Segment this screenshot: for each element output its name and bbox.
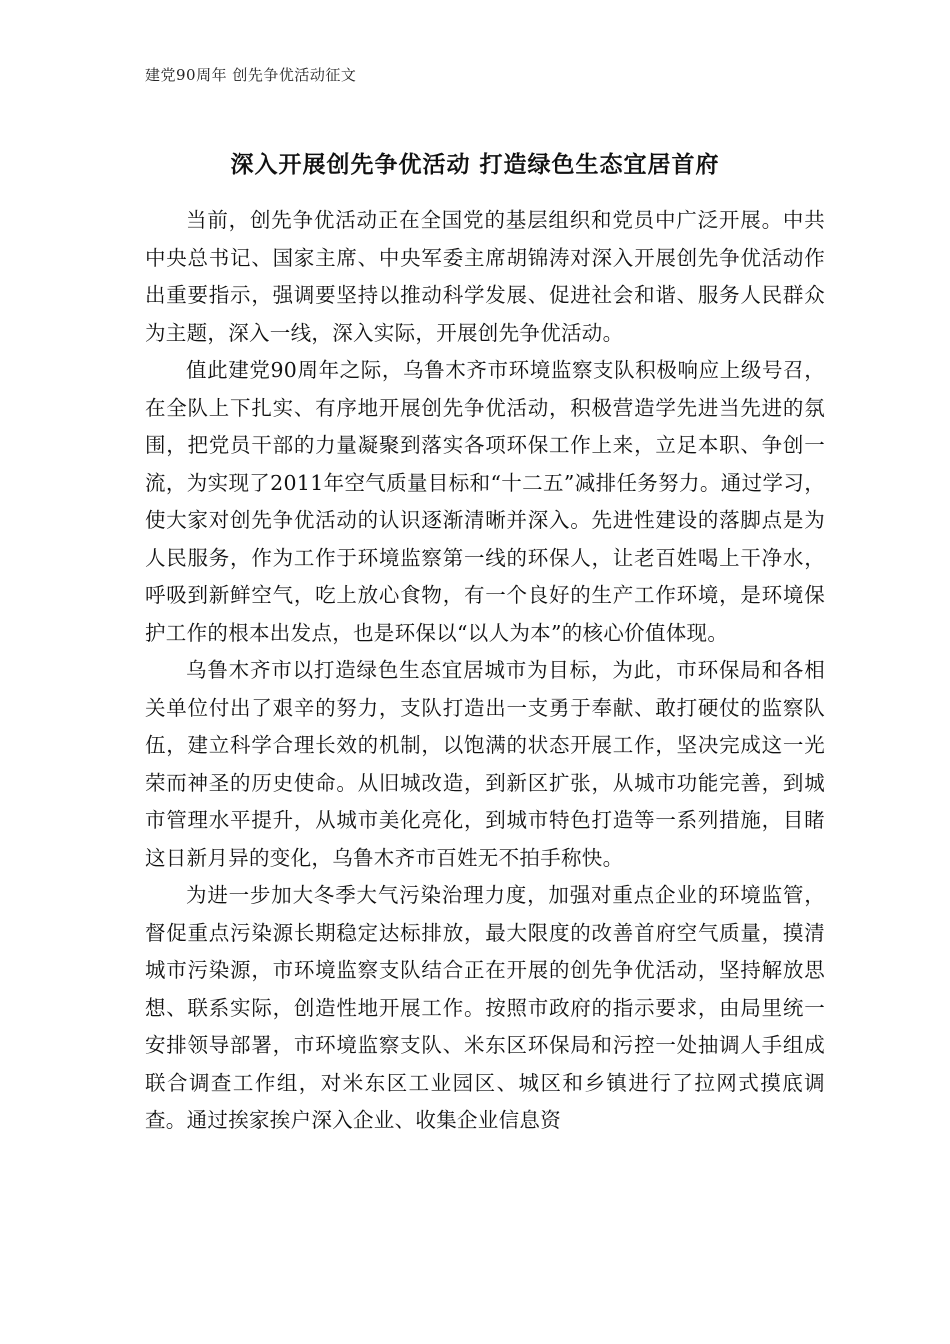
paragraph-4: 为进一步加大冬季大气污染治理力度，加强对重点企业的环境监管，督促重点污染源长期稳定达标排放，最大限度的改善首府空气质量，摸清城市污染源，市环境监察支队结合正在开展的创先争优活动，坚持解放思想、联系实际，创造性地开展工作。按照市政府的指示要求，由局里统一安排领导部署，市环境监察支队、米东区环保局和污控一处抽调人手组成联合调查工作组，对米东区工业园区、城区和乡镇进行了拉网式摸底调查。通过挨家挨户深入企业、收集企业信息资: [145, 883, 825, 1132]
running-header: 建党90周年 创先争优活动征文: [145, 66, 357, 84]
document-body: [145, 202, 825, 1140]
document-title: 深入开展创先争优活动 打造绿色生态宜居首府: [230, 151, 720, 178]
paragraph-2: 值此建党90周年之际，乌鲁木齐市环境监察支队积极响应上级号召，在全队上下扎实、有序地开展创先争优活动，积极营造学先进当先进的氛围，把党员干部的力量凝聚到落实各项环保工作上来，立足本职、争创一流，为实现了2011年空气质量目标和“十二五”减排任务努力。通过学习，使大家对创先争优活动的认识逐渐清晰并深入。先进性建设的落脚点是为人民服务，作为工作于环境监察第一线的环保人，让老百姓喝上干净水，呼吸到新鲜空气，吃上放心食物，有一个良好的生产工作环境，是环境保护工作的根本出发点，也是环保以“以人为本”的核心价值体现。: [145, 358, 825, 645]
paragraph-3: 乌鲁木齐市以打造绿色生态宜居城市为目标，为此，市环保局和各相关单位付出了艰辛的努力，支队打造出一支勇于奉献、敢打硬仗的监察队伍，建立科学合理长效的机制，以饱满的状态开展工作，坚决完成这一光荣而神圣的历史使命。从旧城改造，到新区扩张，从城市功能完善，到城市管理水平提升，从城市美化亮化，到城市特色打造等一系列措施，目睹这日新月异的变化，乌鲁木齐市百姓无不拍手称快。: [145, 658, 825, 870]
paragraph-1: 当前，创先争优活动正在全国党的基层组织和党员中广泛开展。中共中央总书记、国家主席、中央军委主席胡锦涛对深入开展创先争优活动作出重要指示，强调要坚持以推动科学发展、促进社会和谐、服务人民群众为主题，深入一线，深入实际，开展创先争优活动。: [145, 208, 825, 345]
